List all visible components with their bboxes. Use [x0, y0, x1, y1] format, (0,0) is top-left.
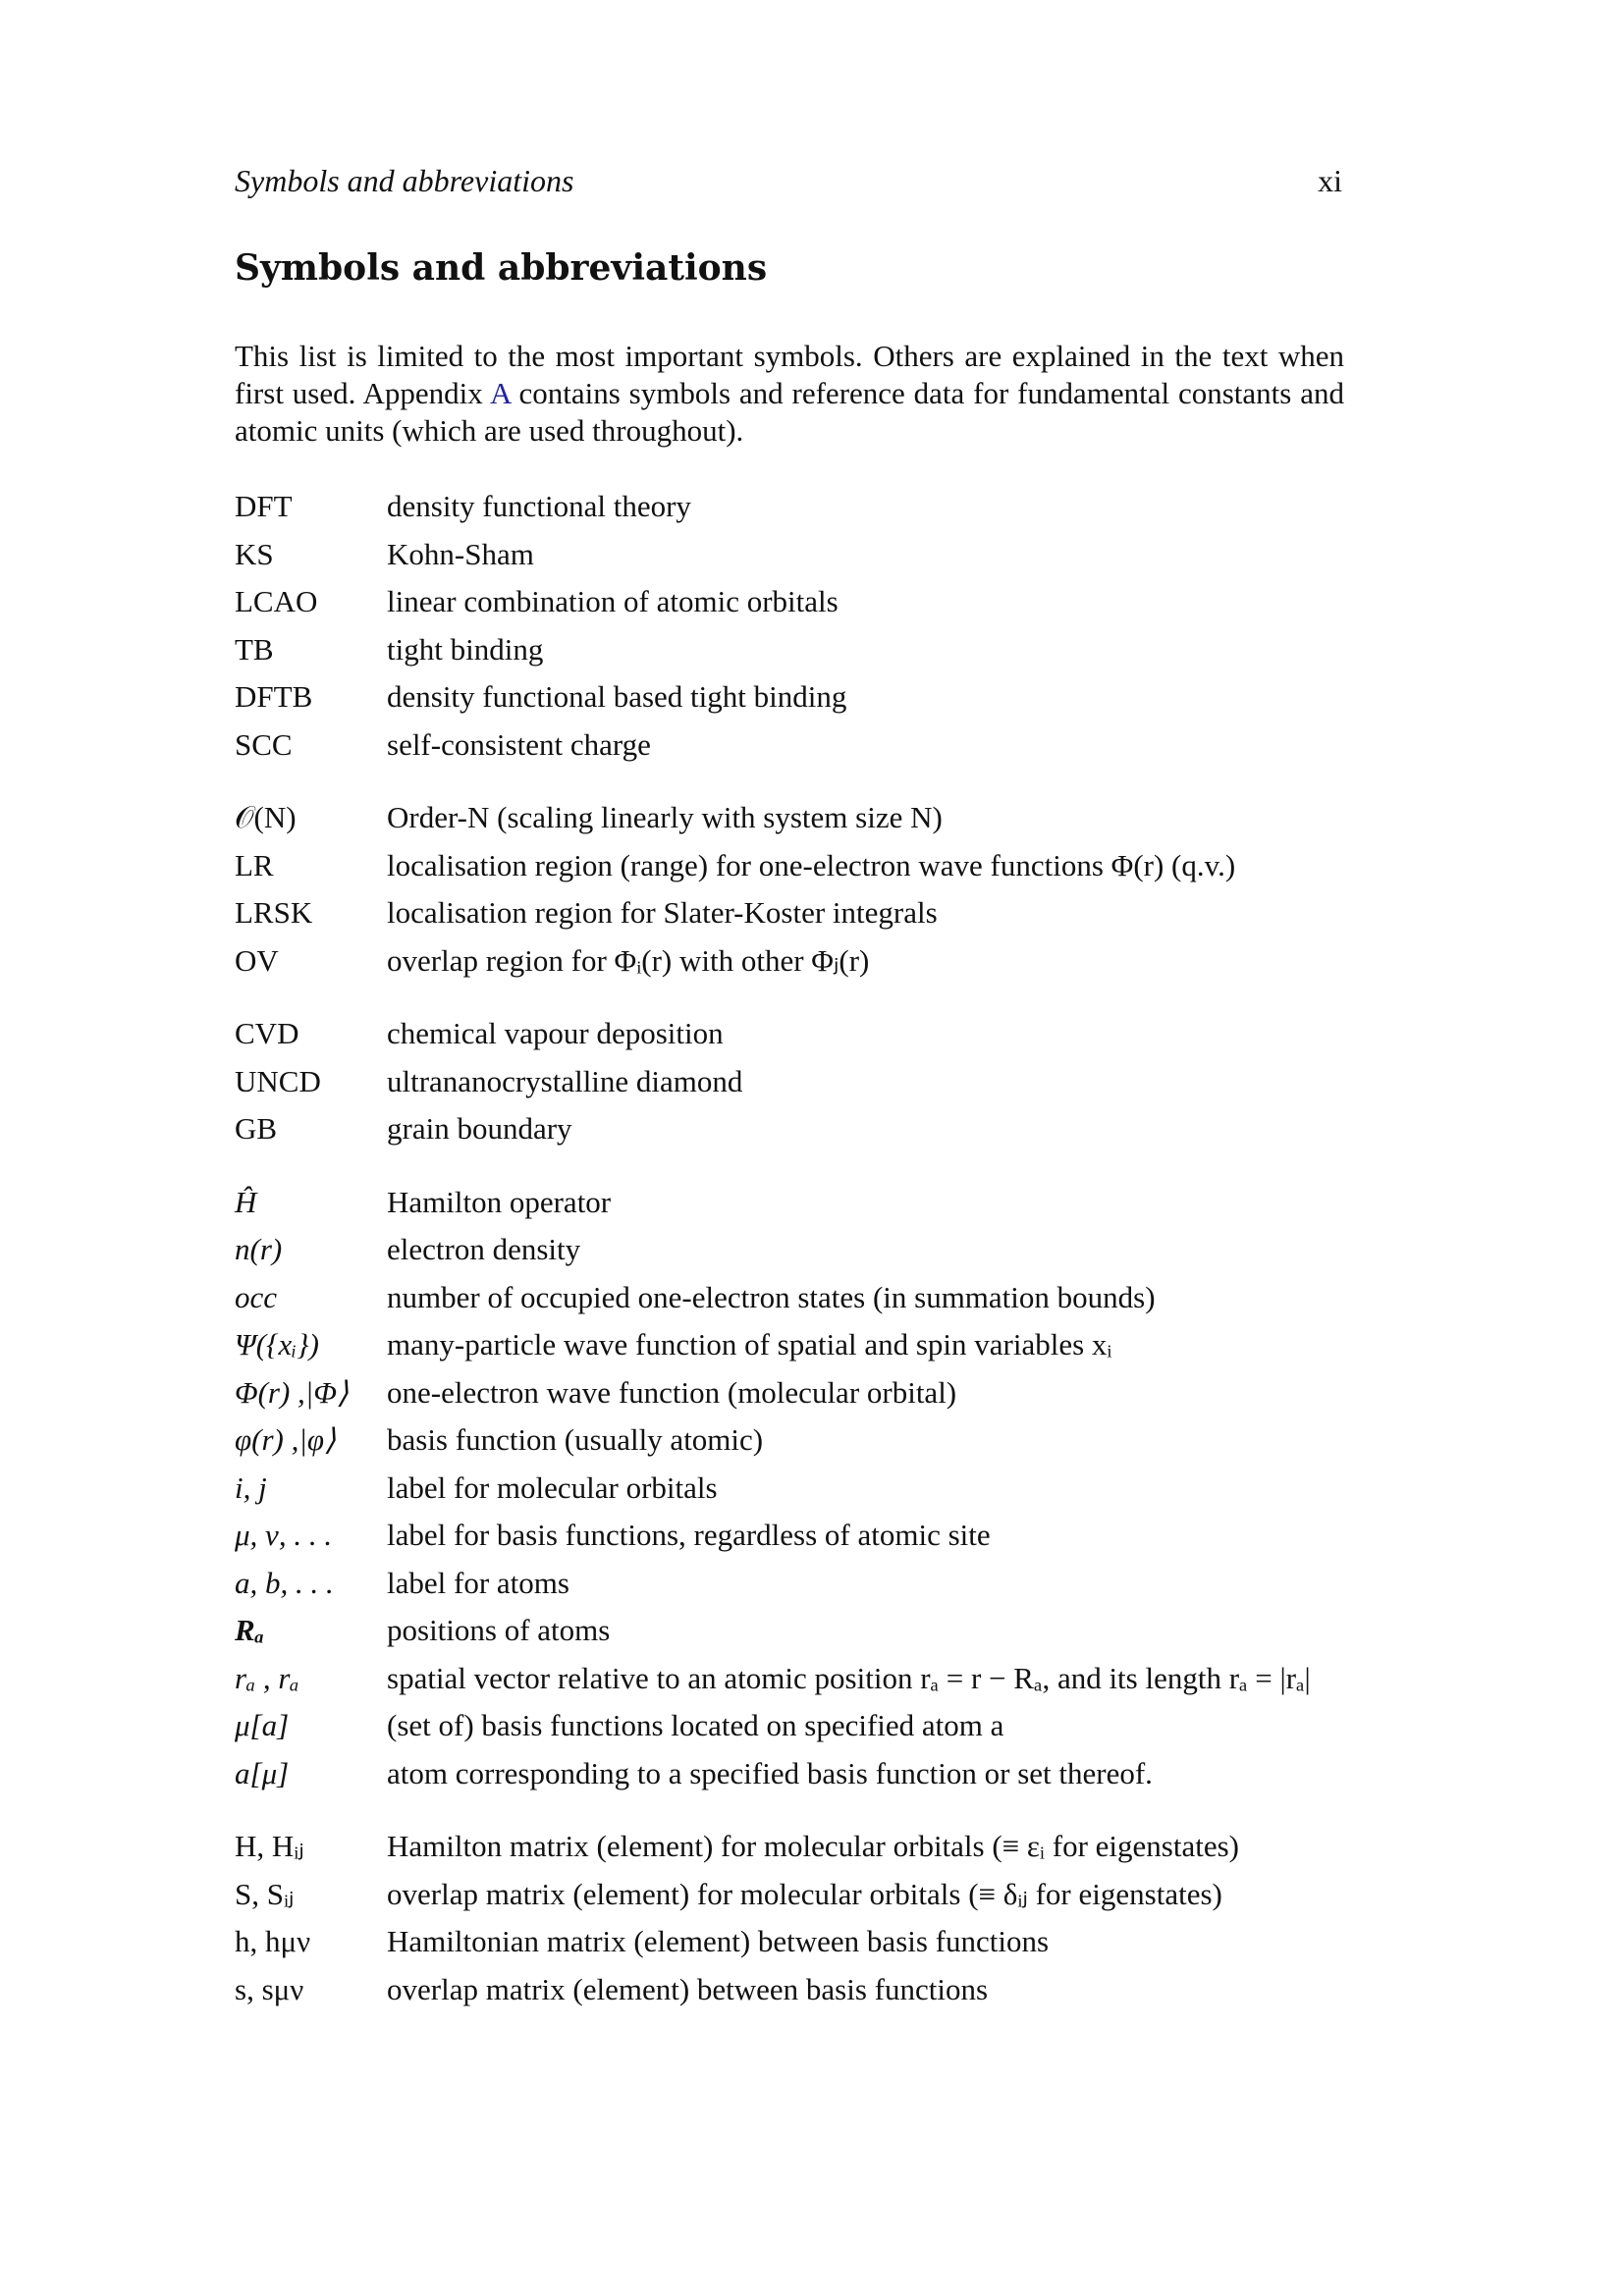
symbol: h, hμν	[235, 1924, 311, 1958]
list-item	[235, 937, 1354, 986]
symbol: LR	[235, 847, 274, 882]
group-matrices	[235, 1823, 1354, 2013]
definition: one-electron wave function (molecular orbital)	[387, 1374, 957, 1410]
definition: Kohn-Sham	[387, 536, 534, 571]
definition: Order-N (scaling linearly with system size N)	[387, 800, 943, 834]
symbol: LCAO	[235, 584, 318, 618]
list-item	[235, 889, 1354, 937]
symbol: OV	[235, 942, 279, 978]
symbol: Ĥ	[235, 1184, 257, 1219]
symbol-list	[235, 483, 1354, 2039]
group-methods	[235, 483, 1354, 769]
list-item	[235, 1702, 1354, 1750]
definition: Hamilton operator	[387, 1184, 612, 1219]
symbol: Φ(r) ,|Φ⟩	[235, 1374, 350, 1410]
list-item	[235, 626, 1354, 674]
symbol: UNCD	[235, 1063, 321, 1098]
list-item	[235, 1512, 1354, 1560]
symbol: μ, ν, . . .	[235, 1518, 333, 1552]
symbol: H, Hᵢⱼ	[235, 1829, 304, 1863]
list-item	[235, 1465, 1354, 1513]
list-item	[235, 673, 1354, 721]
symbol: CVD	[235, 1016, 299, 1050]
list-item	[235, 1416, 1354, 1465]
symbol: KS	[235, 536, 274, 571]
intro-text-1: This list is limited to the most important symbols. Others are explained in the text when first used. Appendix	[235, 339, 1344, 410]
symbol: occ	[235, 1279, 278, 1314]
section-title: Symbols and abbreviations	[235, 247, 768, 289]
definition: positions of atoms	[387, 1613, 611, 1647]
definition: basis function (usually atomic)	[387, 1422, 764, 1457]
running-head	[235, 163, 1342, 202]
running-title: Symbols and abbreviations	[235, 163, 574, 198]
list-item	[235, 1607, 1354, 1655]
list-item	[235, 1966, 1354, 2014]
list-item	[235, 1274, 1354, 1322]
definition: label for molecular orbitals	[387, 1469, 718, 1505]
list-item	[235, 842, 1354, 890]
symbol: Ψ({xᵢ})	[235, 1327, 319, 1362]
intro-text-2: contains symbols and reference data for fundamental constants and atomic units (which are used throughout).	[235, 376, 1344, 448]
list-item	[235, 1560, 1354, 1608]
symbol: rₐ , rₐ	[235, 1660, 299, 1695]
group-order-n	[235, 794, 1354, 985]
definition: (set of) basis functions located on specified atom a	[387, 1708, 1004, 1742]
definition: atom corresponding to a specified basis function or set thereof.	[387, 1755, 1153, 1790]
symbol: TB	[235, 631, 274, 667]
definition: many-particle wave function of spatial and spin variables xᵢ	[387, 1327, 1112, 1362]
list-item	[235, 1918, 1354, 1966]
symbol: 𝒪(N)	[235, 800, 297, 834]
symbol: n(r)	[235, 1232, 283, 1266]
definition: overlap matrix (element) between basis functions	[387, 1971, 989, 2006]
symbol: φ(r) ,|φ⟩	[235, 1422, 337, 1457]
definition: overlap region for Φᵢ(r) with other Φⱼ(r)	[387, 942, 870, 978]
definition: localisation region for Slater-Koster integrals	[387, 895, 938, 930]
definition: Hamilton matrix (element) for molecular orbitals (≡ εᵢ for eigenstates)	[387, 1829, 1239, 1863]
list-item	[235, 1750, 1354, 1798]
symbol: μ[a]	[235, 1708, 290, 1742]
symbol: a[μ]	[235, 1755, 290, 1790]
symbol: DFT	[235, 489, 293, 523]
definition: self-consistent charge	[387, 726, 651, 762]
list-item	[235, 1058, 1354, 1106]
definition: localisation region (range) for one-electron wave functions Φ(r) (q.v.)	[387, 847, 1236, 882]
list-item	[235, 1105, 1354, 1153]
list-item	[235, 794, 1354, 842]
list-item	[235, 1655, 1354, 1703]
definition: overlap matrix (element) for molecular orbitals (≡ δᵢⱼ for eigenstates)	[387, 1876, 1222, 1911]
symbol: DFTB	[235, 679, 313, 714]
list-item	[235, 1179, 1354, 1227]
list-item	[235, 1321, 1354, 1369]
list-item	[235, 578, 1354, 626]
definition: grain boundary	[387, 1111, 572, 1146]
definition: Hamiltonian matrix (element) between basis functions	[387, 1924, 1050, 1958]
definition: density functional theory	[387, 489, 691, 523]
list-item	[235, 531, 1354, 579]
definition: density functional based tight binding	[387, 679, 847, 714]
symbol: S, Sᵢⱼ	[235, 1876, 295, 1911]
definition: ultrananocrystalline diamond	[387, 1063, 743, 1098]
definition: linear combination of atomic orbitals	[387, 584, 839, 618]
symbol: s, sμν	[235, 1971, 304, 2006]
definition: electron density	[387, 1232, 581, 1266]
intro-paragraph	[235, 338, 1344, 450]
group-materials	[235, 1010, 1354, 1153]
symbol: SCC	[235, 726, 293, 762]
symbol: LRSK	[235, 895, 313, 930]
list-item	[235, 1226, 1354, 1274]
appendix-link[interactable]: A	[489, 376, 511, 410]
list-item	[235, 483, 1354, 531]
symbol: a, b, . . .	[235, 1565, 334, 1600]
definition: label for atoms	[387, 1565, 569, 1600]
page-number: xi	[1318, 163, 1342, 198]
list-item	[235, 1871, 1354, 1919]
definition: number of occupied one-electron states (in summation bounds)	[387, 1279, 1156, 1314]
list-item	[235, 1010, 1354, 1058]
symbol: Rₐ	[235, 1613, 264, 1647]
list-item	[235, 721, 1354, 770]
definition: spatial vector relative to an atomic position rₐ = r − Rₐ, and its length rₐ = |rₐ|	[387, 1660, 1311, 1695]
symbol: i, j	[235, 1469, 267, 1505]
list-item	[235, 1369, 1354, 1417]
definition: tight binding	[387, 631, 544, 667]
symbol: GB	[235, 1111, 278, 1146]
definition: chemical vapour deposition	[387, 1016, 724, 1050]
group-quantities	[235, 1179, 1354, 1798]
definition: label for basis functions, regardless of atomic site	[387, 1518, 991, 1552]
list-item	[235, 1823, 1354, 1871]
